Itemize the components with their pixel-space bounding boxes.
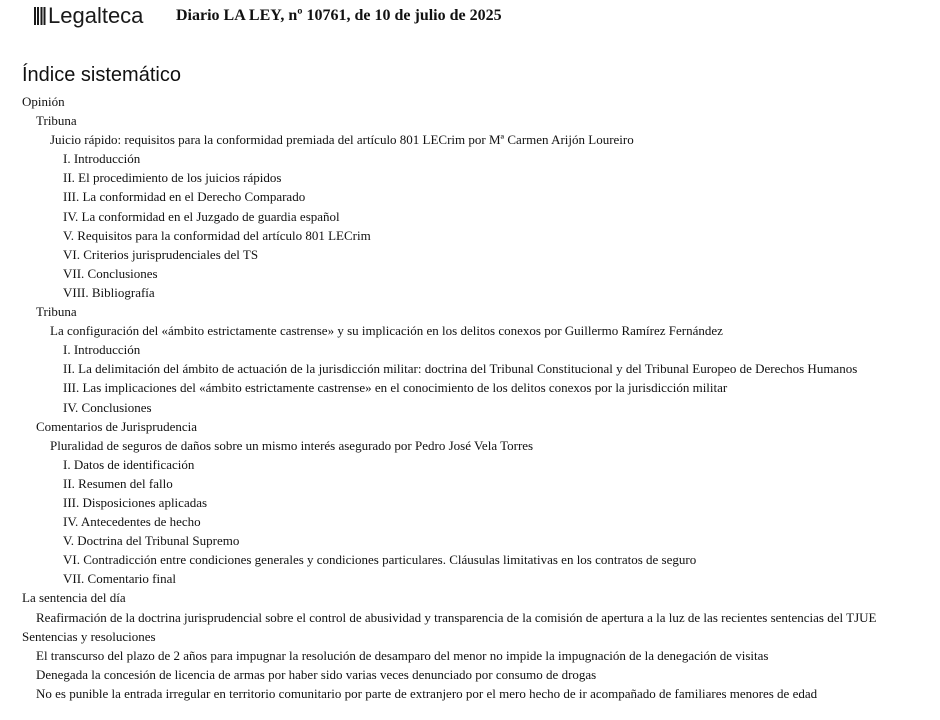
toc-chapter-link[interactable]: I. Introducción <box>63 342 141 358</box>
toc-subsection-link[interactable]: Reafirmación de la doctrina jurisprudencial sobre el control de abusividad y transparencia de la comisión de apertura a la luz de las recientes sentencias del TJUE <box>36 609 877 625</box>
toc-chapter-link[interactable]: VI. Contradicción entre condiciones generales y condiciones particulares. Cláusulas limitativas en los contratos de seguro <box>63 552 697 568</box>
toc-chapter-link[interactable]: VII. Comentario final <box>63 571 176 587</box>
toc-section-link[interactable]: Opinión <box>22 94 65 109</box>
toc-chapter-link[interactable]: II. La delimitación del ámbito de actuación de la jurisdicción militar: doctrina del Tribunal Constitucional y del Tribunal Europeo de Derechos Humanos <box>63 361 858 377</box>
toc-chapter-link[interactable]: VIII. Bibliografía <box>63 284 155 300</box>
index-title: Índice sistemático <box>22 64 181 86</box>
toc-chapter-link[interactable]: I. Datos de identificación <box>63 456 195 472</box>
toc-subsection-link[interactable]: Tribuna <box>36 304 77 320</box>
toc-article-link[interactable]: Pluralidad de seguros de daños sobre un mismo interés asegurado por Pedro José Vela Torres <box>50 437 534 453</box>
toc-subsection-link[interactable]: No es punible la entrada irregular en territorio comunitario por parte de extranjero por el mero hecho de ir acompañado de familiares menores de edad <box>36 685 818 701</box>
toc-chapter-link[interactable]: II. El procedimiento de los juicios rápidos <box>63 170 282 186</box>
toc-chapter-link[interactable]: IV. La conformidad en el Juzgado de guardia español <box>63 208 340 224</box>
legalteca-logo[interactable] <box>34 3 143 29</box>
header <box>34 3 143 29</box>
toc-section-link[interactable]: Sentencias y resoluciones <box>22 628 156 644</box>
toc-section-link[interactable]: La sentencia del día <box>22 590 126 606</box>
toc-chapter-link[interactable]: II. Resumen del fallo <box>63 475 173 491</box>
toc-chapter-link[interactable]: I. Introducción <box>63 151 141 167</box>
toc-chapter-link[interactable]: IV. Conclusiones <box>63 399 152 415</box>
journal-issue-title: Diario LA LEY, nº 10761, de 10 de julio de 2025 <box>176 7 502 24</box>
toc-chapter-link[interactable]: III. Las implicaciones del «ámbito estrictamente castrense» en el conocimiento de los delitos conexos por la jurisdicción militar <box>63 380 728 396</box>
toc-chapter-link[interactable]: III. La conformidad en el Derecho Comparado <box>63 189 306 205</box>
toc-chapter-link[interactable]: V. Requisitos para la conformidad del artículo 801 LECrim <box>63 227 371 243</box>
toc-chapter-link[interactable]: VII. Conclusiones <box>63 265 158 281</box>
toc-chapter-link[interactable]: III. Disposiciones aplicadas <box>63 494 208 510</box>
toc-chapter-link[interactable]: V. Doctrina del Tribunal Supremo <box>63 533 240 549</box>
toc-article-link[interactable]: Juicio rápido: requisitos para la conformidad premiada del artículo 801 LECrim por Mª Carmen Arijón Loureiro <box>50 132 634 148</box>
table-of-contents <box>22 92 876 703</box>
logo-bars-icon <box>34 7 46 25</box>
toc-chapter-link[interactable]: VI. Criterios jurisprudenciales del TS <box>63 246 259 262</box>
toc-subsection-link[interactable]: Tribuna <box>36 113 77 129</box>
toc-subsection-link[interactable]: Comentarios de Jurisprudencia <box>36 418 198 434</box>
toc-chapter-link[interactable]: IV. Antecedentes de hecho <box>63 514 201 530</box>
toc-subsection-link[interactable]: El transcurso del plazo de 2 años para impugnar la resolución de desamparo del menor no impide la impugnación de la denegación de visitas <box>36 647 769 663</box>
toc-article-link[interactable]: La configuración del «ámbito estrictamente castrense» y su implicación en los delitos conexos por Guillermo Ramírez Fernández <box>50 323 723 339</box>
toc-subsection-link[interactable]: Denegada la concesión de licencia de armas por haber sido varias veces denunciado por consumo de drogas <box>36 666 597 682</box>
logo-text: Legalteca <box>48 3 144 28</box>
